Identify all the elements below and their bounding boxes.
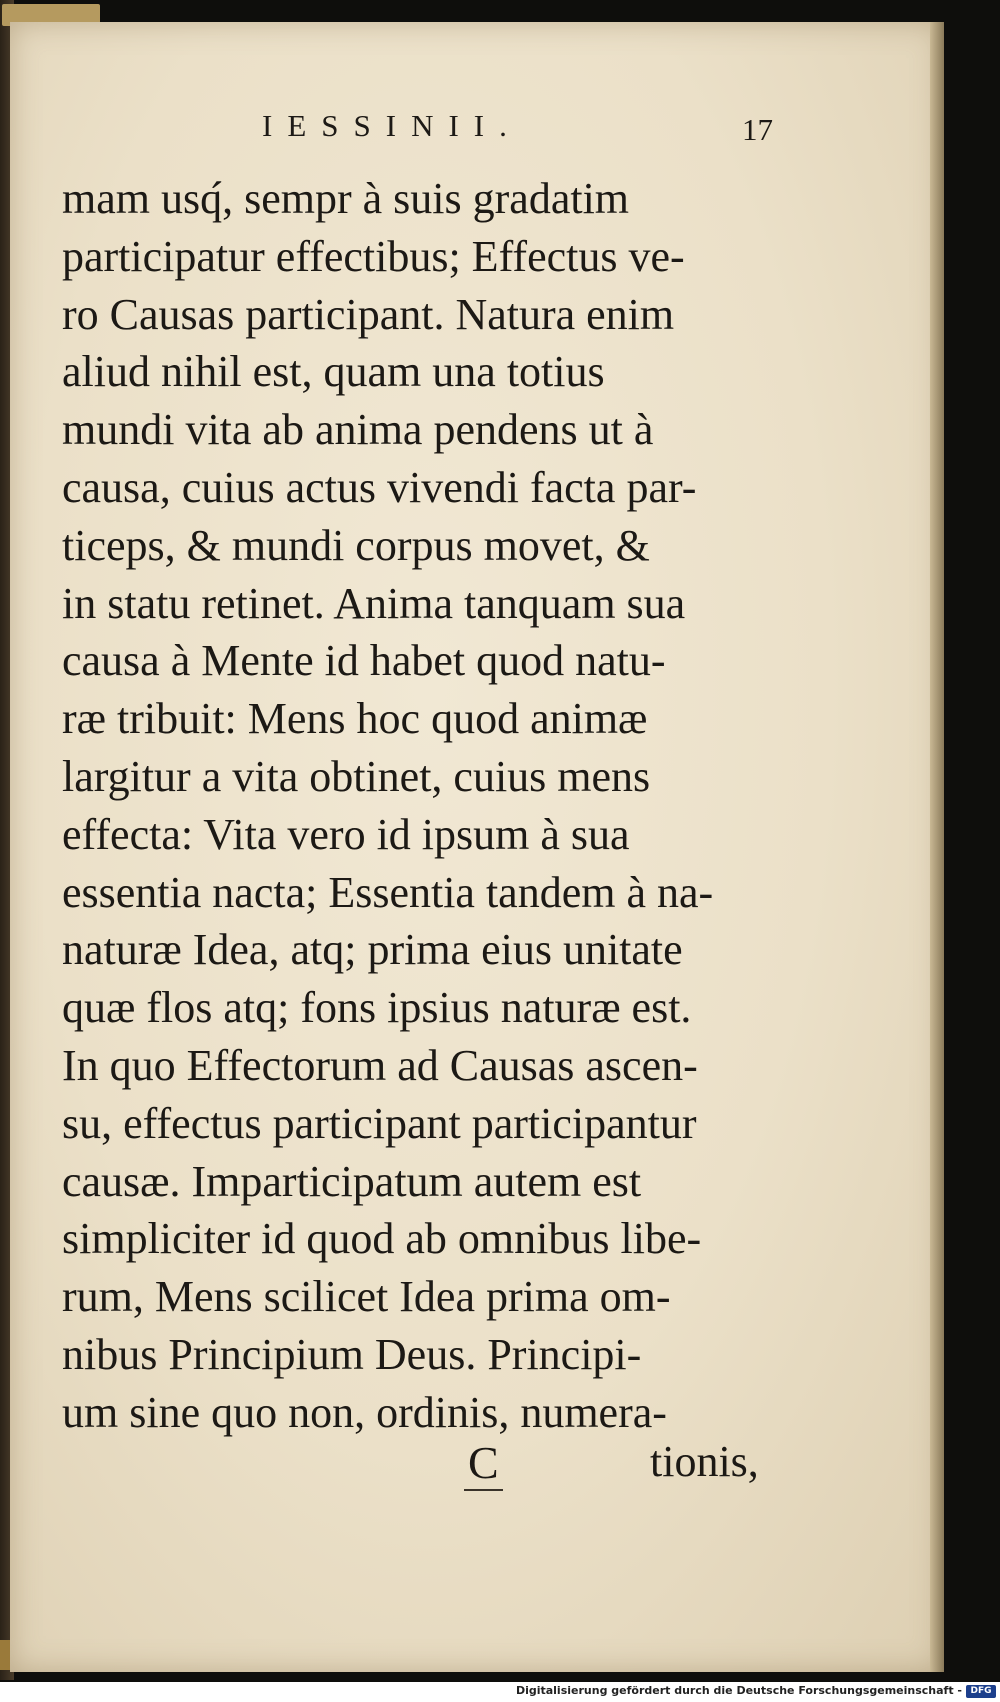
text-line: ro Causas participant. Natura enim: [62, 289, 675, 339]
text-line: simpliciter id quod ab omnibus libe-: [62, 1214, 702, 1264]
text-line: causa, cuius actus vivendi facta par-: [62, 462, 697, 512]
text-line: effecta: Vita vero id ipsum à sua: [62, 809, 630, 859]
text-line: in statu retinet. Anima tanquam sua: [62, 578, 686, 628]
text-line: rum, Mens scilicet Idea prima om-: [62, 1272, 671, 1322]
running-head: IESSINII.: [262, 108, 522, 143]
text-line: naturæ Idea, atq; prima eius unitate: [62, 925, 683, 975]
body-text: [62, 170, 772, 1442]
dfg-logo: DFG: [966, 1685, 996, 1698]
page-edge: [930, 22, 944, 1672]
text-line: quæ flos atq; fons ipsius naturæ est.: [62, 983, 692, 1033]
text-line: aliud nihil est, quam una totius: [62, 347, 605, 397]
text-line: su, effectus participant participantur: [62, 1098, 697, 1148]
text-line: um sine quo non, ordinis, numera-: [62, 1387, 667, 1437]
text-line: causæ. Imparticipatum autem est: [62, 1156, 642, 1206]
page-number: 17: [742, 112, 773, 147]
text-line: largitur a vita obtinet, cuius mens: [62, 751, 651, 801]
signature-mark: C: [464, 1436, 503, 1491]
text-line: mundi vita ab anima pendens ut à: [62, 405, 654, 455]
text-line: ræ tribuit: Mens hoc quod animæ: [62, 694, 648, 744]
text-line: participatur effectibus; Effectus ve-: [62, 231, 685, 281]
text-line: nibus Principium Deus. Principi-: [62, 1329, 642, 1379]
text-line: In quo Effectorum ad Causas ascen-: [62, 1040, 698, 1090]
text-line: causa à Mente id habet quod natu-: [62, 636, 666, 686]
text-line: essentia nacta; Essentia tandem à na-: [62, 867, 714, 917]
text-line: ticeps, & mundi corpus movet, &: [62, 520, 650, 570]
catchword: tionis,: [650, 1437, 759, 1486]
text-line: mam usq́, sempr à suis gradatim: [62, 174, 630, 223]
digitization-credit: Digitalisierung gefördert durch die Deutsche Forschungsgemeinschaft -: [515, 1684, 962, 1697]
